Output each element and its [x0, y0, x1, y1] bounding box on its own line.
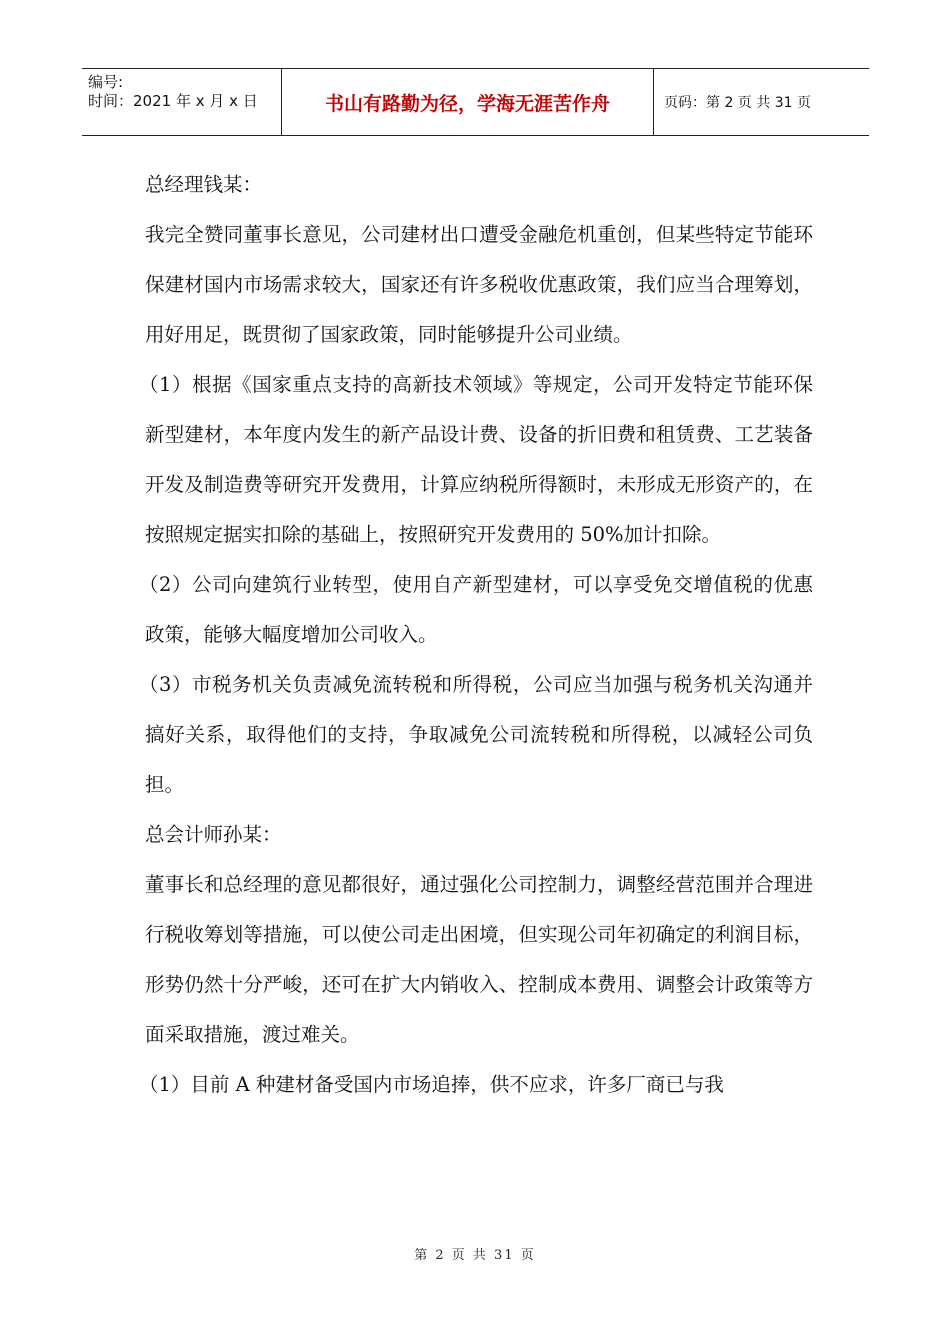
paragraph: 董事长和总经理的意见都很好，通过强化公司控制力，调整经营范围并合理进行税收筹划等措施，可以使公司走出困境，但实现公司年初确定的利润目标，形势仍然十分严峻，还可在扩大内销收入、控制成本费用、调整会计政策等方面采取措施，渡过难关。: [145, 873, 813, 1046]
header-meta: [82, 69, 282, 135]
date-label: 时间：2021 年 x 月 x 日: [88, 92, 258, 110]
paragraph: 我完全赞同董事长意见，公司建材出口遭受金融危机重创，但某些特定节能环保建材国内市场需求较大，国家还有许多税收优惠政策，我们应当合理筹划，用好用足，既贯彻了国家政策，同时能够提升公司业绩。: [145, 223, 813, 346]
speaker-label: 总经理钱某：: [145, 173, 263, 196]
document-body: [139, 160, 813, 1110]
numbered-paragraph: （1）根据《国家重点支持的高新技术领域》等规定，公司开发特定节能环保新型建材，本年度内发生的新产品设计费、设备的折旧费和租赁费、工艺装备开发及制造费等研究开发费用，计算应纳税所得额时，未形成无形资产的，在按照规定据实扣除的基础上，按照研究开发费用的 50%加计扣除。: [139, 373, 813, 546]
speaker-label: 总会计师孙某：: [145, 823, 282, 846]
page-footer: 第 2 页 共 31 页: [414, 1248, 536, 1263]
code-label: 编号:: [88, 73, 124, 91]
numbered-paragraph: （2）公司向建筑行业转型，使用自产新型建材，可以享受免交增值税的优惠政策，能够大幅度增加公司收入。: [139, 573, 813, 646]
numbered-paragraph: （1）目前 A 种建材备受国内市场追捧，供不应求，许多厂商已与我: [139, 1073, 724, 1096]
header-motto: 书山有路勤为径，学海无涯苦作舟: [282, 69, 654, 135]
header-page-info: 页码：第 2 页 共 31 页: [664, 95, 811, 111]
numbered-paragraph: （3）市税务机关负责减免流转税和所得税，公司应当加强与税务机关沟通并搞好关系，取得他们的支持，争取减免公司流转税和所得税，以减轻公司负担。: [139, 673, 813, 796]
page-header: [82, 68, 869, 136]
